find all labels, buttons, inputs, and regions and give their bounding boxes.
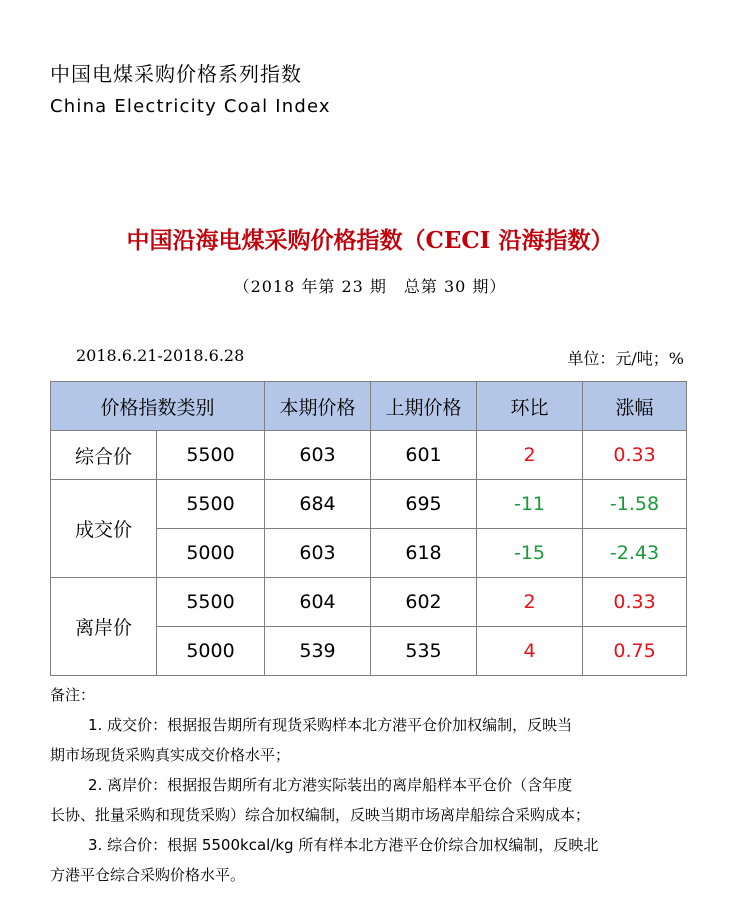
mom-cell: 2: [477, 431, 583, 480]
grade-cell: 5000: [157, 627, 265, 676]
current-price-cell: 603: [265, 431, 371, 480]
note-3-line-2: 方港平仓综合采购价格水平。: [50, 866, 246, 884]
table-row: [51, 480, 687, 529]
category-composite: 综合价: [51, 431, 157, 480]
mom-cell: -11: [477, 480, 583, 529]
mom-cell: -15: [477, 529, 583, 578]
note-3-line-1: 3. 综合价：根据 5500kcal/kg 所有样本北方港平仓价综合加权编制，反映北: [88, 836, 599, 854]
grade-cell: 5000: [157, 529, 265, 578]
grade-cell: 5500: [157, 431, 265, 480]
note-2-line-1: 2. 离岸价：根据报告期所有北方港实际装出的离岸船样本平仓价（含年度: [88, 776, 573, 794]
price-index-table: [50, 381, 687, 676]
mom-cell: 2: [477, 578, 583, 627]
previous-price-cell: 695: [371, 480, 477, 529]
mom-cell: 4: [477, 627, 583, 676]
header-category: 价格指数类别: [51, 382, 265, 431]
table-row: [51, 578, 687, 627]
date-range: 2018.6.21-2018.6.28: [76, 346, 245, 365]
note-1-line-2: 期市场现货采购真实成交价格水平；: [50, 746, 291, 764]
issue-number: （2018 年第 23 期 总第 30 期）: [233, 277, 507, 296]
current-price-cell: 604: [265, 578, 371, 627]
category-offshore: 离岸价: [51, 578, 157, 676]
header-title-cn: 中国电煤采购价格系列指数: [50, 62, 302, 86]
header-pct-change: 涨幅: [583, 382, 687, 431]
category-transaction: 成交价: [51, 480, 157, 578]
current-price-cell: 684: [265, 480, 371, 529]
header-current-price: 本期价格: [265, 382, 371, 431]
previous-price-cell: 602: [371, 578, 477, 627]
note-1-line-1: 1. 成交价：根据报告期所有现货采购样本北方港平仓价加权编制，反映当: [88, 716, 573, 734]
current-price-cell: 603: [265, 529, 371, 578]
header-title-en: China Electricity Coal Index: [50, 96, 331, 117]
grade-cell: 5500: [157, 480, 265, 529]
table-header-row: [51, 382, 687, 431]
pct-cell: 0.75: [583, 627, 687, 676]
unit-label: 单位：元/吨；%: [567, 349, 684, 368]
table-row: [51, 431, 687, 480]
pct-cell: 0.33: [583, 578, 687, 627]
header-mom: 环比: [477, 382, 583, 431]
previous-price-cell: 618: [371, 529, 477, 578]
notes-section: [50, 680, 690, 890]
notes-label: 备注：: [50, 686, 96, 704]
previous-price-cell: 601: [371, 431, 477, 480]
current-price-cell: 539: [265, 627, 371, 676]
grade-cell: 5500: [157, 578, 265, 627]
pct-cell: -2.43: [583, 529, 687, 578]
pct-cell: -1.58: [583, 480, 687, 529]
header-previous-price: 上期价格: [371, 382, 477, 431]
previous-price-cell: 535: [371, 627, 477, 676]
page-title: 中国沿海电煤采购价格指数（CECI 沿海指数）: [126, 227, 614, 254]
note-2-line-2: 长协、批量采购和现货采购）综合加权编制，反映当期市场离岸船综合采购成本；: [50, 806, 591, 824]
pct-cell: 0.33: [583, 431, 687, 480]
